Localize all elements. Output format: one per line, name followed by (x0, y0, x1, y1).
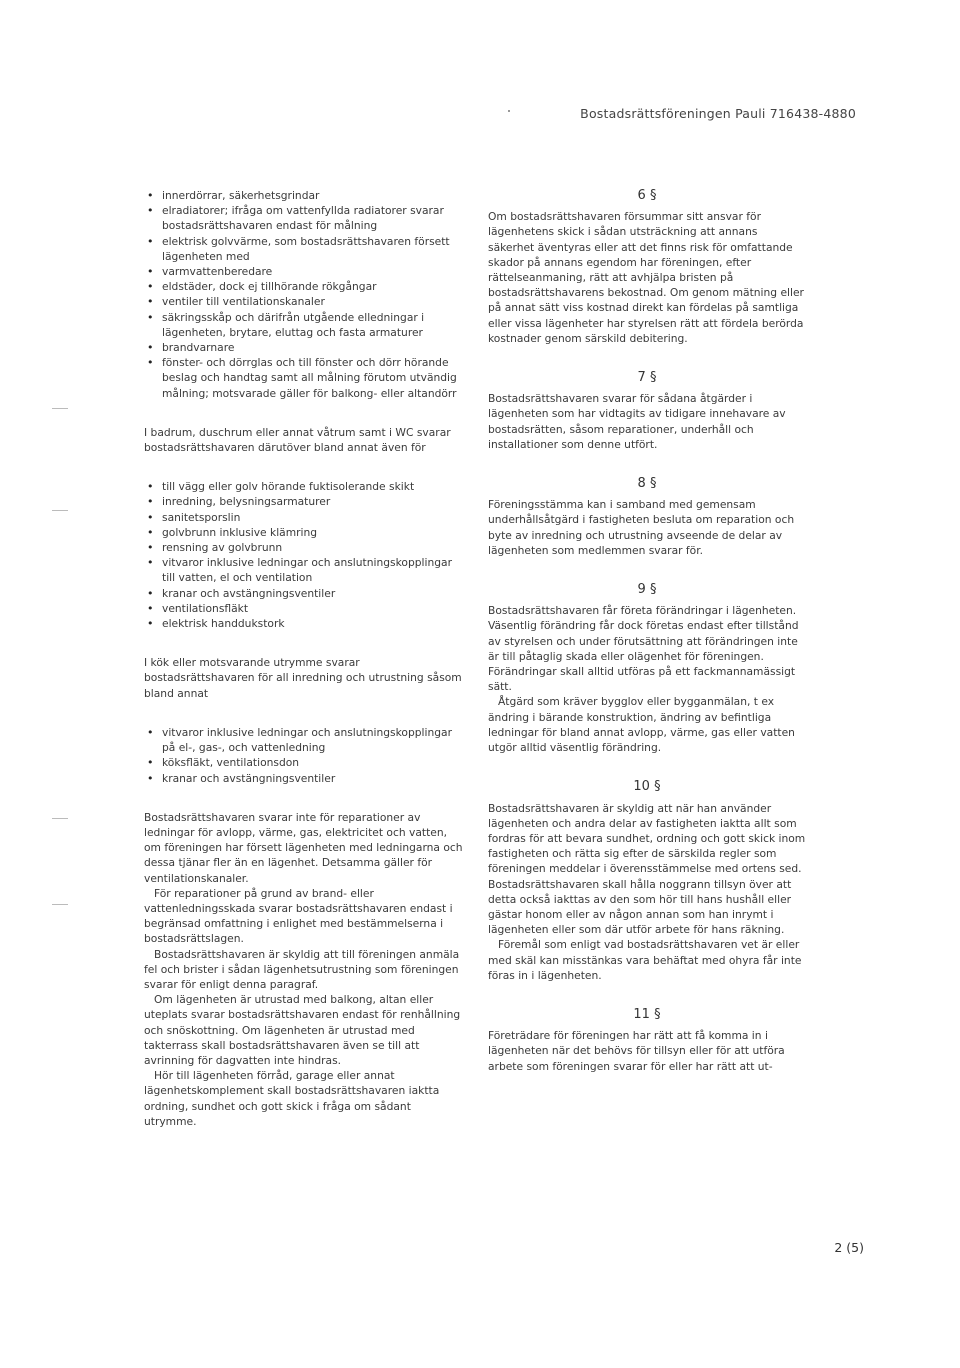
list-item: • inredning, belysningsarmaturer (144, 494, 466, 509)
storage-paragraph: Hör till lägenheten förråd, garage eller annat lägenhetskomplement skall bostadsrättshavaren iaktta ordning, sundhet och gott skick i fråga om sådant utrymme. (144, 1069, 440, 1128)
section-10-text-2: Föremål som enligt vad bostadsrättshavaren vet är eller med skäl kan misstänkas vara behäftat med ohyra får inte föras in i lägenheten. (488, 938, 802, 982)
bathroom-list (144, 479, 466, 631)
list-item: • eldstäder, dock ej tillhörande rökgångar (144, 279, 466, 294)
list-item: • kranar och avstängningsventiler (144, 771, 466, 786)
section-9-text: Bostadsrättshavaren får företa förändringar i lägenheten. Väsentlig förändring får dock företas endast efter tillstånd av styrelsen och under förutsättning att förändringen inte är till påtaglig skada eller olägenhet för föreningen. Förändringar skall alltid utföras på ett fackmannamässigt sätt. (488, 604, 799, 694)
list-item: • ventiler till ventilationskanaler (144, 294, 466, 309)
section-7-heading: 7 § (637, 370, 657, 386)
page-header: Bostadsrättsföreningen Pauli 716438-4880 (580, 106, 856, 121)
margin-mark (52, 408, 68, 409)
section-11-text: Företrädare för föreningen har rätt att få komma in i lägenheten när det behövs för tillsyn eller för att utföra arbete som föreningen svarar för eller har rätt att ut- (488, 1029, 785, 1073)
section-6-heading: 6 § (637, 188, 657, 203)
fire-water-paragraph: För reparationer på grund av brand- eller vattenledningsskada svarar bostadsrättshavaren endast i begränsad omfattning i enlighet med bestämmelserna i bostadsrättslagen. (144, 886, 453, 946)
list-item: • köksfläkt, ventilationsdon (144, 755, 466, 770)
list-item: • vitvaror inklusive ledningar och anslutningskopplingar på el-, gas-, och vattenledning (144, 725, 466, 755)
list-item: • varmvattenberedare (144, 264, 466, 279)
list-item: • elradiatorer; ifråga om vattenfyllda radiatorer svarar bostadsrättshavaren endast för målning (144, 203, 466, 233)
section-10-heading: 10 § (633, 779, 661, 795)
list-item: • innerdörrar, säkerhetsgrindar (144, 188, 466, 203)
repairs-paragraph: Bostadsrättshavaren svarar inte för reparationer av ledningar för avlopp, värme, gas, elektricitet och vatten, om föreningen har försett lägenheten med ledningarna och dessa tjänar fler än en lägenhet. Detsamma gäller för ventilationskanaler. (144, 810, 463, 885)
equipment-list (144, 188, 466, 401)
list-item: • sanitetsporslin (144, 510, 466, 525)
section-6-text: Om bostadsrättshavaren försummar sitt ansvar för lägenhetens skick i sådan utsträckning att annans säkerhet äventyras eller att det finns risk för omfattande skador på annans egendom har föreningen, efter rättelseanmaning, rätt att avhjälpa bristen på bostadsrättshavarens bekostnad. Om genom mätning eller på annat sätt viss kostnad direkt kan fördelas på samtliga eller vissa lägenheter har styrelsen rätt att fördela berörda kostnader genom särskild debitering. (488, 210, 804, 345)
list-item: • elektrisk golvvärme, som bostadsrättshavaren försett lägenheten med (144, 234, 466, 264)
list-item: • ventilationsfläkt (144, 601, 466, 616)
left-column (144, 188, 466, 1129)
balcony-paragraph: Om lägenheten är utrustad med balkong, altan eller uteplats svarar bostadsrättshavaren endast för renhållning och snöskottning. Om lägenheten är utrustad med takterrass skall bostadsrättshavaren även se till att avrinning för dagvatten inte hindras. (144, 993, 461, 1067)
margin-mark (52, 510, 68, 511)
list-item: • kranar och avstängningsventiler (144, 586, 466, 601)
list-item: • fönster- och dörrglas och till fönster och dörr hörande beslag och handtag samt all målning förutom utvändig målning; motsvarade gäller för balkong- eller altandörr (144, 355, 466, 401)
kitchen-paragraph: I kök eller motsvarande utrymme svarar bostadsrättshavaren för all inredning och utrustning såsom bland annat (144, 656, 462, 700)
list-item: • brandvarnare (144, 340, 466, 355)
section-8-heading: 8 § (637, 476, 657, 492)
list-item: • vitvaror inklusive ledningar och anslutningskopplingar till vatten, el och ventilation (144, 555, 466, 585)
report-faults-paragraph: Bostadsrättshavaren är skyldig att till föreningen anmäla fel och brister i sådan lägenhetsutrustning som föreningen svarar för enligt denna paragraf. (144, 947, 460, 991)
section-11-heading: 11 § (633, 1006, 661, 1022)
section-7-text: Bostadsrättshavaren svarar för sådana åtgärder i lägenheten som har vidtagits av tidigare innehavare av bostadsrätten, såsom reparationer, underhåll och installationer som denne utfört. (488, 392, 786, 451)
section-8-text: Föreningsstämma kan i samband med gemensam underhållsåtgärd i fastigheten besluta om reparation och byte av inredning och utrustning avseende de delar av lägenheten som medlemmen svarar för. (488, 498, 795, 557)
margin-mark (52, 818, 68, 819)
right-column (488, 188, 806, 1074)
scan-speck (508, 110, 510, 112)
section-9-text-2: Åtgärd som kräver bygglov eller bygganmälan, t ex ändring i bärande konstruktion, ändring av befintliga ledningar för bland annat avlopp, värme, gas eller vatten utgör alltid väsentlig förändring. (488, 695, 795, 755)
kitchen-list (144, 725, 466, 786)
list-item: • rensning av golvbrunn (144, 540, 466, 555)
list-item: • elektrisk handdukstork (144, 616, 466, 631)
list-item: • till vägg eller golv hörande fuktisolerande skikt (144, 479, 466, 494)
section-10-text: Bostadsrättshavaren är skyldig att när han använder lägenheten och andra delar av fastigheten iaktta allt som fordras för att bevara sundhet, ordning och gott skick inom fastigheten och rätta sig efter de särskilda regler som föreningen meddelar i överensstämmelse med ortens sed. Bostadsrättshavaren skall hålla noggrann tillsyn över att detta också iakttas av den som hör till hans hushåll eller gästar honom eller av någon annan som han inrymt i lägenheten eller som där utför arbete för hans räkning. (488, 801, 806, 937)
margin-mark (52, 904, 68, 905)
list-item: • säkringsskåp och därifrån utgående elledningar i lägenheten, brytare, eluttag och fasta armaturer (144, 310, 466, 340)
bathroom-paragraph: I badrum, duschrum eller annat våtrum samt i WC svarar bostadsrättshavaren därutöver bland annat även för (144, 425, 451, 455)
list-item: • golvbrunn inklusive klämring (144, 525, 466, 540)
page-number: 2 (5) (834, 1240, 864, 1255)
section-9-heading: 9 § (637, 582, 657, 598)
